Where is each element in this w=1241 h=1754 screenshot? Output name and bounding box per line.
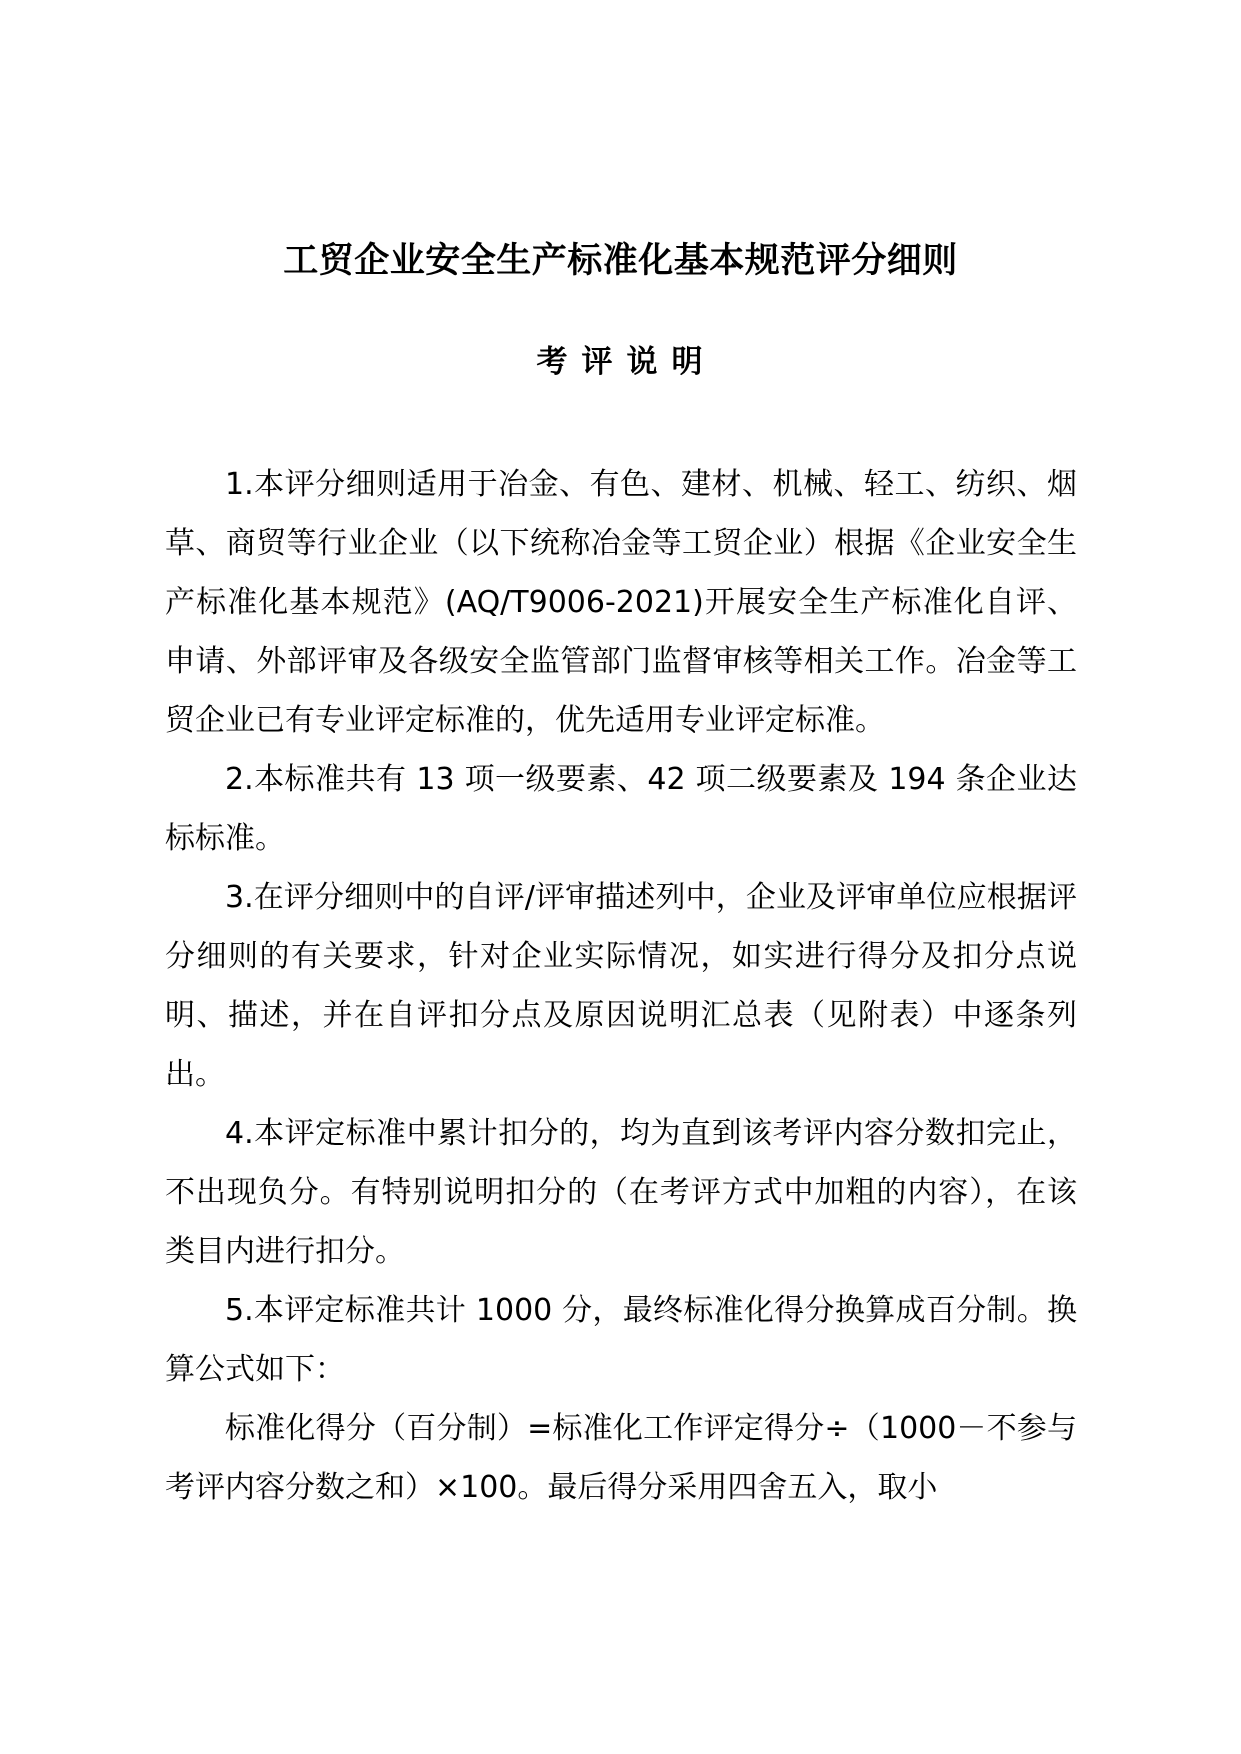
document-title: 工贸企业安全生产标准化基本规范评分细则	[283, 241, 958, 281]
paragraph-formula: 标准化得分（百分制）=标准化工作评定得分÷（1000－不参与考评内容分数之和）×100。最后得分采用四舍五入，取小	[165, 1411, 1077, 1505]
document-body	[165, 455, 1077, 1517]
paragraph-3: 3.在评分细则中的自评/评审描述列中，企业及评审单位应根据评分细则的有关要求，针对企业实际情况，如实进行得分及扣分点说明、描述，并在自评扣分点及原因说明汇总表（见附表）中逐条列出。	[165, 880, 1077, 1092]
paragraph-1: 1.本评分细则适用于冶金、有色、建材、机械、轻工、纺织、烟草、商贸等行业企业（以下统称冶金等工贸企业）根据《企业安全生产标准化基本规范》(AQ/T9006-2021)开展安全生产标准化自评、申请、外部评审及各级安全监管部门监督审核等相关工作。冶金等工贸企业已有专业评定标准的，优先适用专业评定标准。	[165, 467, 1077, 738]
paragraph-2: 2.本标准共有 13 项一级要素、42 项二级要素及 194 条企业达标标准。	[165, 762, 1077, 856]
section-subtitle: 考评说明	[536, 344, 717, 380]
paragraph-4: 4.本评定标准中累计扣分的，均为直到该考评内容分数扣完止，不出现负分。有特别说明扣分的（在考评方式中加粗的内容），在该类目内进行扣分。	[165, 1116, 1077, 1269]
paragraph-5: 5.本评定标准共计 1000 分，最终标准化得分换算成百分制。换算公式如下：	[165, 1293, 1077, 1387]
